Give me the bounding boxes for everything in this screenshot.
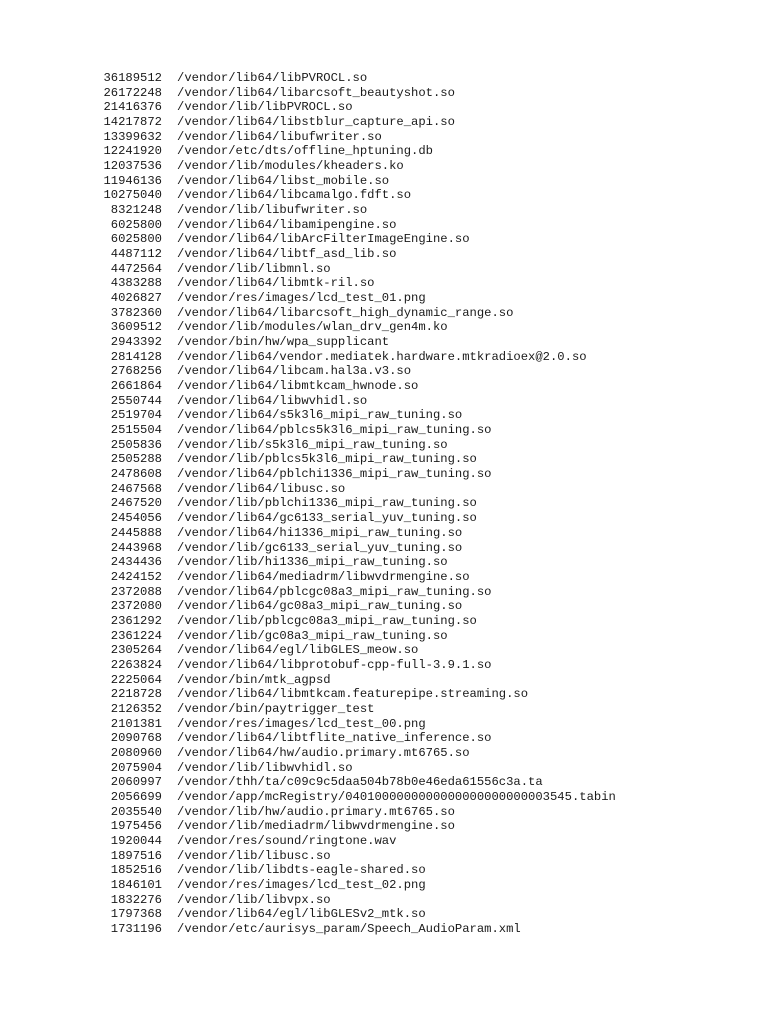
file-path: /vendor/lib64/libmtk-ril.so <box>177 276 375 291</box>
list-item <box>96 423 756 438</box>
file-path: /vendor/lib64/pblcgc08a3_mipi_raw_tuning.so <box>177 584 492 599</box>
file-path: /vendor/lib64/libmtkcam_hwnode.so <box>177 379 419 394</box>
list-item <box>96 849 756 864</box>
file-size: 2361224 <box>110 628 162 643</box>
list-item <box>96 467 756 482</box>
file-size: 12037536 <box>103 159 162 174</box>
list-item <box>96 100 756 115</box>
file-size: 13399632 <box>103 129 162 144</box>
list-item <box>96 86 756 101</box>
list-item <box>96 71 756 86</box>
file-path: /vendor/lib/libdts-eagle-shared.so <box>177 863 426 878</box>
list-item <box>96 761 756 776</box>
file-path: /vendor/lib/libvpx.so <box>177 892 331 907</box>
file-size: 1897516 <box>110 848 162 863</box>
file-size: 4383288 <box>110 276 162 291</box>
list-item <box>96 452 756 467</box>
file-path: /vendor/bin/hw/wpa_supplicant <box>177 335 390 350</box>
list-item <box>96 188 756 203</box>
file-size: 21416376 <box>103 100 162 115</box>
list-item <box>96 555 756 570</box>
file-size: 2814128 <box>110 349 162 364</box>
list-item <box>96 673 756 688</box>
list-item <box>96 907 756 922</box>
file-path: /vendor/lib64/hi1336_mipi_raw_tuning.so <box>177 525 463 540</box>
file-path: /vendor/lib64/egl/libGLES_meow.so <box>177 643 419 658</box>
file-size: 2768256 <box>110 364 162 379</box>
list-item <box>96 819 756 834</box>
file-size: 1920044 <box>110 833 162 848</box>
file-path: /vendor/lib/libusc.so <box>177 848 331 863</box>
file-size: 2060997 <box>110 775 162 790</box>
file-path: /vendor/lib64/libarcsoft_beautyshot.so <box>177 85 455 100</box>
file-size: 14217872 <box>103 115 162 130</box>
list-item <box>96 203 756 218</box>
list-item <box>96 438 756 453</box>
list-item <box>96 717 756 732</box>
list-item <box>96 247 756 262</box>
file-size: 2263824 <box>110 657 162 672</box>
file-size: 2445888 <box>110 525 162 540</box>
file-path: /vendor/lib/s5k3l6_mipi_raw_tuning.so <box>177 437 448 452</box>
list-item <box>96 863 756 878</box>
list-item <box>96 496 756 511</box>
file-path: /vendor/lib64/gc08a3_mipi_raw_tuning.so <box>177 599 463 614</box>
list-item <box>96 262 756 277</box>
file-path: /vendor/lib/libPVROCL.so <box>177 100 353 115</box>
list-item <box>96 746 756 761</box>
file-size: 2218728 <box>110 687 162 702</box>
file-size: 2361292 <box>110 613 162 628</box>
list-item <box>96 482 756 497</box>
file-size: 2505836 <box>110 437 162 452</box>
file-size: 10275040 <box>103 188 162 203</box>
list-item <box>96 350 756 365</box>
file-size: 1846101 <box>110 877 162 892</box>
list-item <box>96 805 756 820</box>
file-size: 2075904 <box>110 760 162 775</box>
file-size: 1852516 <box>110 863 162 878</box>
file-size: 2519704 <box>110 408 162 423</box>
file-size: 4472564 <box>110 261 162 276</box>
file-size: 2943392 <box>110 335 162 350</box>
file-size: 1975456 <box>110 819 162 834</box>
file-path: /vendor/lib64/libmtkcam.featurepipe.streaming.so <box>177 687 529 702</box>
list-item <box>96 115 756 130</box>
file-path: /vendor/app/mcRegistry/0401000000000000000000000003545.tabin <box>177 789 616 804</box>
list-item <box>96 130 756 145</box>
file-path: /vendor/lib64/libcamalgo.fdft.so <box>177 188 412 203</box>
list-item <box>96 379 756 394</box>
file-path: /vendor/lib64/gc6133_serial_yuv_tuning.so <box>177 511 477 526</box>
list-item <box>96 731 756 746</box>
file-size: 2478608 <box>110 467 162 482</box>
file-size: 1832276 <box>110 892 162 907</box>
file-path: /vendor/lib/hi1336_mipi_raw_tuning.so <box>177 555 448 570</box>
file-size: 26172248 <box>103 85 162 100</box>
file-size: 6025800 <box>110 232 162 247</box>
list-item <box>96 629 756 644</box>
file-size: 2467568 <box>110 481 162 496</box>
file-path: /vendor/lib64/s5k3l6_mipi_raw_tuning.so <box>177 408 463 423</box>
list-item <box>96 585 756 600</box>
file-size: 2424152 <box>110 569 162 584</box>
list-item <box>96 834 756 849</box>
list-item <box>96 394 756 409</box>
file-path: /vendor/res/sound/ringtone.wav <box>177 833 397 848</box>
list-item <box>96 144 756 159</box>
file-path: /vendor/thh/ta/c09c9c5daa504b78b0e46eda61556c3a.ta <box>177 775 543 790</box>
file-path: /vendor/lib64/libufwriter.so <box>177 129 382 144</box>
file-size: 3609512 <box>110 320 162 335</box>
file-path: /vendor/lib64/egl/libGLESv2_mtk.so <box>177 907 426 922</box>
list-item <box>96 335 756 350</box>
file-size: 8321248 <box>110 203 162 218</box>
file-size: 11946136 <box>103 173 162 188</box>
file-size: 2101381 <box>110 716 162 731</box>
file-size: 3782360 <box>110 305 162 320</box>
file-size: 2126352 <box>110 701 162 716</box>
file-size: 2443968 <box>110 540 162 555</box>
file-size: 1797368 <box>110 907 162 922</box>
file-path: /vendor/lib64/pblchi1336_mipi_raw_tuning.so <box>177 467 492 482</box>
file-path: /vendor/lib/pblchi1336_mipi_raw_tuning.so <box>177 496 477 511</box>
file-path: /vendor/lib64/libprotobuf-cpp-full-3.9.1.so <box>177 657 492 672</box>
file-path: /vendor/lib64/libarcsoft_high_dynamic_range.so <box>177 305 514 320</box>
file-path: /vendor/lib64/libwvhidl.so <box>177 393 368 408</box>
list-item <box>96 775 756 790</box>
list-item <box>96 291 756 306</box>
file-size: 2515504 <box>110 423 162 438</box>
file-path: /vendor/lib/hw/audio.primary.mt6765.so <box>177 804 455 819</box>
file-path: /vendor/lib64/libtflite_native_inference.so <box>177 731 492 746</box>
file-size: 12241920 <box>103 144 162 159</box>
file-path: /vendor/lib64/libstblur_capture_api.so <box>177 115 455 130</box>
file-path: /vendor/res/images/lcd_test_00.png <box>177 716 426 731</box>
file-size: 4026827 <box>110 291 162 306</box>
file-size: 2661864 <box>110 379 162 394</box>
file-size: 2035540 <box>110 804 162 819</box>
list-item <box>96 306 756 321</box>
file-path: /vendor/lib64/vendor.mediatek.hardware.mtkradioex@2.0.so <box>177 349 587 364</box>
list-item <box>96 541 756 556</box>
file-size: 2305264 <box>110 643 162 658</box>
file-size: 6025800 <box>110 217 162 232</box>
file-path: /vendor/lib/mediadrm/libwvdrmengine.so <box>177 819 455 834</box>
file-size: 2090768 <box>110 731 162 746</box>
file-size: 2080960 <box>110 745 162 760</box>
file-path: /vendor/lib/gc08a3_mipi_raw_tuning.so <box>177 628 448 643</box>
list-item <box>96 364 756 379</box>
file-path: /vendor/res/images/lcd_test_01.png <box>177 291 426 306</box>
list-item <box>96 570 756 585</box>
file-path: /vendor/lib64/pblcs5k3l6_mipi_raw_tuning.so <box>177 423 492 438</box>
list-item <box>96 599 756 614</box>
file-path: /vendor/lib/modules/kheaders.ko <box>177 159 404 174</box>
file-size: 2225064 <box>110 672 162 687</box>
file-size: 2372088 <box>110 584 162 599</box>
list-item <box>96 276 756 291</box>
file-path: /vendor/lib/libufwriter.so <box>177 203 368 218</box>
file-path: /vendor/lib64/mediadrm/libwvdrmengine.so <box>177 569 470 584</box>
list-item <box>96 922 756 937</box>
list-item <box>96 702 756 717</box>
list-item <box>96 614 756 629</box>
list-item <box>96 174 756 189</box>
file-path: /vendor/lib64/hw/audio.primary.mt6765.so <box>177 745 470 760</box>
list-item <box>96 218 756 233</box>
file-size: 1731196 <box>110 921 162 936</box>
list-item <box>96 320 756 335</box>
file-path: /vendor/lib/pblcgc08a3_mipi_raw_tuning.so <box>177 613 477 628</box>
file-size: 2372080 <box>110 599 162 614</box>
list-item <box>96 526 756 541</box>
file-path: /vendor/lib64/libcam.hal3a.v3.so <box>177 364 412 379</box>
list-item <box>96 878 756 893</box>
list-item <box>96 687 756 702</box>
file-path: /vendor/lib64/libst_mobile.so <box>177 173 390 188</box>
list-item <box>96 893 756 908</box>
file-path: /vendor/bin/paytrigger_test <box>177 701 375 716</box>
file-path: /vendor/lib64/libusc.so <box>177 481 346 496</box>
list-item <box>96 511 756 526</box>
file-size: 2434436 <box>110 555 162 570</box>
file-size: 2550744 <box>110 393 162 408</box>
list-item <box>96 159 756 174</box>
file-size: 4487112 <box>110 247 162 262</box>
file-size: 2505288 <box>110 452 162 467</box>
file-path: /vendor/lib64/libamipengine.so <box>177 217 397 232</box>
file-path: /vendor/lib/pblcs5k3l6_mipi_raw_tuning.so <box>177 452 477 467</box>
list-item <box>96 658 756 673</box>
file-path: /vendor/lib64/libPVROCL.so <box>177 71 368 85</box>
file-size: 2467520 <box>110 496 162 511</box>
file-path: /vendor/lib/modules/wlan_drv_gen4m.ko <box>177 320 448 335</box>
file-path: /vendor/lib64/libArcFilterImageEngine.so <box>177 232 470 247</box>
list-item <box>96 408 756 423</box>
file-path: /vendor/etc/dts/offline_hptuning.db <box>177 144 433 159</box>
file-size: 36189512 <box>103 71 162 85</box>
file-path: /vendor/res/images/lcd_test_02.png <box>177 877 426 892</box>
file-size-list <box>96 71 756 937</box>
file-path: /vendor/bin/mtk_agpsd <box>177 672 331 687</box>
file-path: /vendor/lib/libwvhidl.so <box>177 760 353 775</box>
list-item <box>96 232 756 247</box>
file-path: /vendor/lib/libmnl.so <box>177 261 331 276</box>
file-path: /vendor/lib64/libtf_asd_lib.so <box>177 247 397 262</box>
file-path: /vendor/lib/gc6133_serial_yuv_tuning.so <box>177 540 463 555</box>
list-item <box>96 643 756 658</box>
list-item <box>96 790 756 805</box>
file-size: 2454056 <box>110 511 162 526</box>
file-path: /vendor/etc/aurisys_param/Speech_AudioParam.xml <box>177 921 521 936</box>
file-size: 2056699 <box>110 789 162 804</box>
